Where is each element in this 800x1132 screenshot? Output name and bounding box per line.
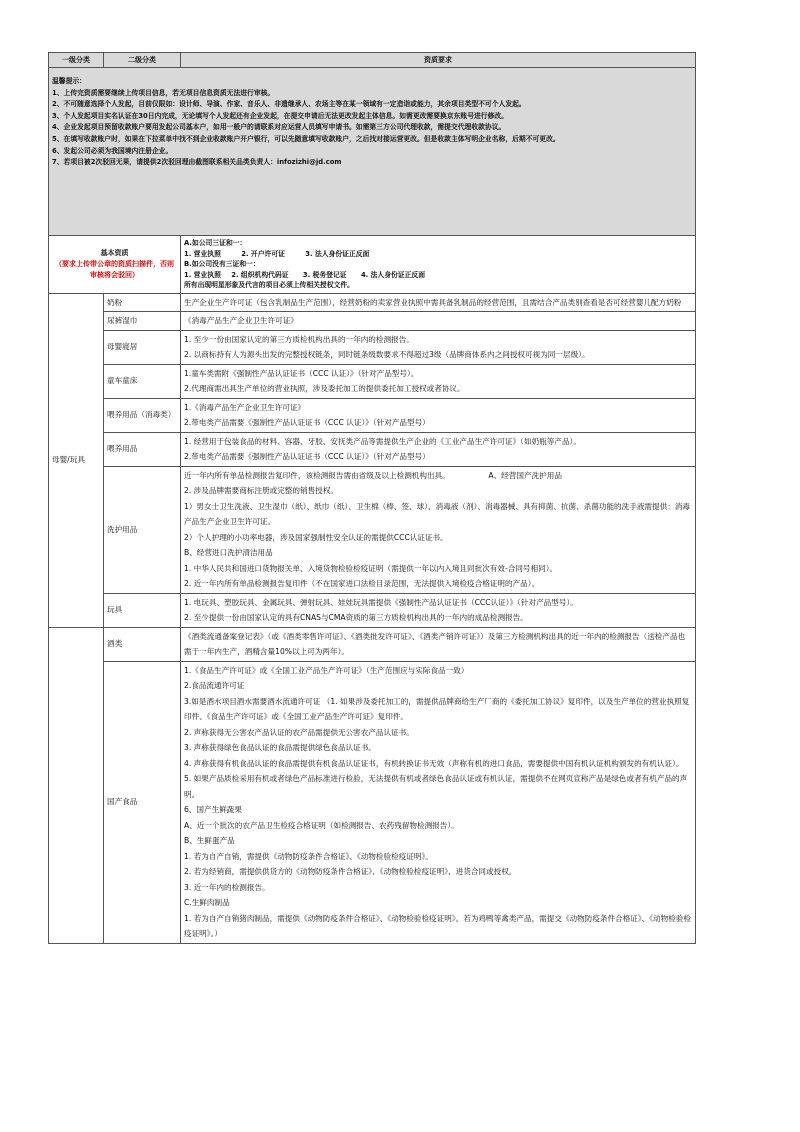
subcategory-cell: 玩具 [104,593,181,627]
requirement-line: 2. 至少提供一份由国家认定的具有CNAS与CMA资质的第三方质检机构出具的一年内的成品检测报告。 [184,613,528,622]
basic-qualification-requirements [181,236,696,294]
basic-qualification-note: （要求上传带公章的资质扫描件，否则审核将会驳回） [55,259,174,279]
basic-line-b-items [184,270,692,281]
notice-row [49,68,696,236]
subcategory-cell: 喂养用品（消毒类） [104,398,181,432]
notice-line: 5、在填写收款账户时，如果在下拉菜单中找不到企业收款账户开户银行，可以先随意填写收款账户，之后找对接运营更改。但是收款主体写明企业名称，后期不可更改。 [52,134,560,143]
header-qualification-requirements: 资质要求 [181,53,696,68]
requirement-line: 1. 中华人民共和国进口货物报关单、入境货物检验检疫证明（需提供一年以内入境且同批次有效-合同号相同）。 [184,563,558,573]
requirement-line: 《消毒产品生产企业卫生许可证》 [184,316,298,325]
requirement-line: 2. 涉及品牌需要商标注册或完整的销售授权。 [184,486,338,495]
basic-qualification-row [49,236,696,294]
notice-line: 7、若项目被2次驳回无果，请提供2次驳回理由截图联系相关品类负责人：infozizhi@jd.com [52,158,342,167]
requirement-line: 2. 近一年内所有单品检测报告复印件（不在国家进口法检目录范围，无法提供入境检疫合格证明的产品）。 [184,579,540,588]
basic-item: 2. 组织机构代码证 [231,270,289,279]
requirement-line: 1. 至少一份由国家认定的第三方质检机构出具的一年内的检测报告。 [184,334,414,344]
subcategory-cell: 洗护用品 [104,466,181,593]
requirement-line: A、近一个批次的农产品卫生检疫合格证明（如检测报告、农药残留物检测报告）。 [184,820,459,830]
notice-line: 1、上传完资质需要继续上传项目信息，若无项目信息资质无法进行审核。 [52,88,275,97]
basic-item: 4. 法人身份证正反面 [360,270,425,279]
table-row [49,312,696,331]
requirement-line: 《酒类流通备案登记表》（或《酒类零售许可证》、《酒类批发许可证》、《酒类产销许可证》）及第三方检测机构出具的近一年内的检测报告（送检产品也需于一年内生产，酒精含量10%以上可为两年）。 [184,631,686,656]
basic-item: 3. 税务登记证 [302,270,347,279]
requirement-cell [181,312,696,331]
notice-cell [49,68,696,236]
requirement-cell [181,398,696,432]
requirement-line: 1. 若为自产自销猪肉制品，需提供《动物防疫条件合格证》、《动物检验检疫证明》。若为鸡鸭等禽类产品，需提交《动物防疫条件合格证》、《动物检验检疫证明》。） [184,913,692,938]
subcategory-cell: 酒类 [104,627,181,661]
requirement-line: 5. 如果产品质检采用有机或者绿色产品标准进行检验，无法提供有机或者绿色食品认证或有机认证，需提供不在网页宣称产品是绿色或者有机产品的声明。 [184,774,688,799]
header-primary-category: 一级分类 [49,53,104,68]
subcategory-cell: 母婴寝居 [104,330,181,364]
basic-qualification-label-cell [49,236,181,294]
table-row [49,661,696,943]
requirement-cell [181,661,696,943]
requirement-line: 4. 声称获得有机食品认证的食品需提供有机食品认证证书，有机转换证书无效（声称有机的进口食品，需要提供中国有机认证机构颁发的有机认证）。 [184,758,684,768]
requirement-line: 3. 声称获得绿色食品认证的食品需提供绿色食品认证书。 [184,743,376,752]
requirement-line: 1.《食品生产许可证》或《全国工业产品生产许可证》（生产范围应与实际食品一致） [184,665,469,675]
requirement-line: B、生鲜蛋产品 [184,836,235,845]
requirement-line: 2.带电类产品需要《强制性产品认证证书（CCC 认证）》（针对产品型号） [184,452,430,461]
basic-qualification-label: 基本资质 [100,248,129,257]
requirement-cell [181,330,696,364]
subcategory-cell: 奶粉 [104,293,181,312]
basic-item: 3. 法人身份证正反面 [305,249,370,258]
requirement-line: 2）个人护理的小功率电器，涉及国家强制性安全认证的需提供CCC认证证书。 [184,532,448,542]
requirement-cell [181,364,696,398]
basic-line: 所有出现明星形象及代言的项目必须上传相关授权文件。 [184,281,354,289]
requirement-cell [181,593,696,627]
qualification-table [48,52,696,944]
requirement-line: 1. 若为自产自销，需提供《动物防疫条件合格证》、《动物检验检疫证明》。 [184,851,433,861]
table-row [49,364,696,398]
requirement-line: 2. 若为经销商，需提供供货方的《动物防疫条件合格证》、《动物检验检疫证明》、进货合同或授权。 [184,867,517,876]
basic-item: 1. 营业执照 [184,249,221,258]
requirement-line: 1）男女士卫生洗液、卫生湿巾（纸）、纸巾（纸）、卫生棉（棒、签、球）、消毒液（剂）、消毒器械、具有抑菌、抗菌、杀菌功能的洗手液需提供：消毒产品生产企业卫生许可证。 [184,501,690,526]
requirement-cell [181,293,696,312]
table-row [49,398,696,432]
basic-line: A.如公司三证和一： [184,239,247,247]
requirement-line: B、经营进口洗护清洁用品 [184,548,273,557]
requirement-cell [181,466,696,593]
requirement-line: 2. 声称获得无公害农产品认证的农产品需提供无公害农产品认证书。 [184,727,414,737]
table-row [49,593,696,627]
requirement-line: 3.如是酒水项目酒水需要酒水流通许可证 （1. 如果涉及委托加工的，需提供品牌商给生产厂商的《委托加工协议》复印件，以及生产单位的营业执照复印件、《食品生产许可证》或《全国工业产品生产许可证》复印件。 [184,696,690,721]
requirement-line: 生产企业生产许可证（包含乳制品生产范围），经营奶粉的卖家营业执照中需具备乳制品的经营范围，且需结合产品类别查看是否可经营婴儿配方奶粉 [184,297,682,307]
table-row [49,432,696,466]
subcategory-cell: 童车童床 [104,364,181,398]
requirement-cell [181,432,696,466]
table-header-row [49,53,696,68]
basic-item: 2. 开户许可证 [241,249,285,258]
requirement-line: 1. 经营用于包装食品的材料、容器、牙胶、安抚类产品等需提供生产企业的《工业产品生产许可证》（如奶瓶等产品）。 [184,436,581,446]
basic-line-a-items [184,249,692,260]
subcategory-cell: 尿裤湿巾 [104,312,181,331]
requirement-line: 1.童车类需附《强制性产品认证证书（CCC 认证）》（针对产品型号）。 [184,368,419,378]
notice-line: 4、企业发起项目预留收款账户要用发起公司基本户，如用一般户的请联系对应运营人员填写申请书。如需第三方公司代理收款，需提交代理收款协议。 [52,123,506,132]
subcategory-cell: 喂养用品 [104,432,181,466]
subcategory-cell: 国产食品 [104,661,181,943]
requirement-line: 6、国产生鲜蔬果 [184,805,242,814]
requirement-line: 2.代理商需出具生产单位的营业执照，涉及委托加工的提供委托加工授权或者协议。 [184,384,465,393]
category-muying-toys: 母婴/玩具 [49,293,104,627]
notice-line: 6、发起公司必须为我国境内注册企业。 [52,146,173,155]
requirement-line: 2.食品流通许可证 [184,681,245,690]
requirement-line: 2.带电类产品需要《强制性产品认证证书（CCC 认证）》（针对产品型号） [184,418,430,427]
table-row [49,330,696,364]
notice-title: 温馨提示： [52,77,86,85]
table-row [49,627,696,661]
table-row [49,466,696,593]
table-row [49,293,696,312]
requirement-line: 2. 以商标持有人为源头出发的完整授权链条，同时链条级数要求不得超过3级（品牌商体系内之间授权可视为同一层级）。 [184,350,590,359]
requirement-line: 近一年内所有单品检测报告复印件，该检测报告需由省级及以上检测机构出具。 A、经营国产洗护用品 [184,470,562,480]
notice-line: 2、不可随意选择个人发起，目前仅限如：设计师、导演、作家、音乐人、非遗继承人、农场主等在某一领域有一定造诣或能力，其余项目类型不可个人发起。 [52,100,526,109]
notice-line: 3、个人发起项目实名认证在30日内完成，无论填写个人发起还有企业发起，在提交申请后无法更改发起主体信息。如需更改需要换京东账号进行修改。 [52,111,508,120]
basic-line: B.如公司没有三证和一： [184,260,260,268]
requirement-line: C.生鲜肉制品 [184,898,230,907]
category-food [49,627,104,943]
requirement-cell [181,627,696,661]
basic-item: 1. 营业执照 [184,270,221,279]
header-secondary-category: 二级分类 [104,53,181,68]
requirement-line: 3. 近一年内的检测报告。 [184,882,270,892]
requirement-line: 1. 电玩具、塑胶玩具、金属玩具、弹射玩具、娃娃玩具需提供《强制性产品认证证书（CCC认证）》（针对产品型号）。 [184,597,578,607]
requirement-line: 1.《消毒产品生产企业卫生许可证》 [184,402,306,412]
